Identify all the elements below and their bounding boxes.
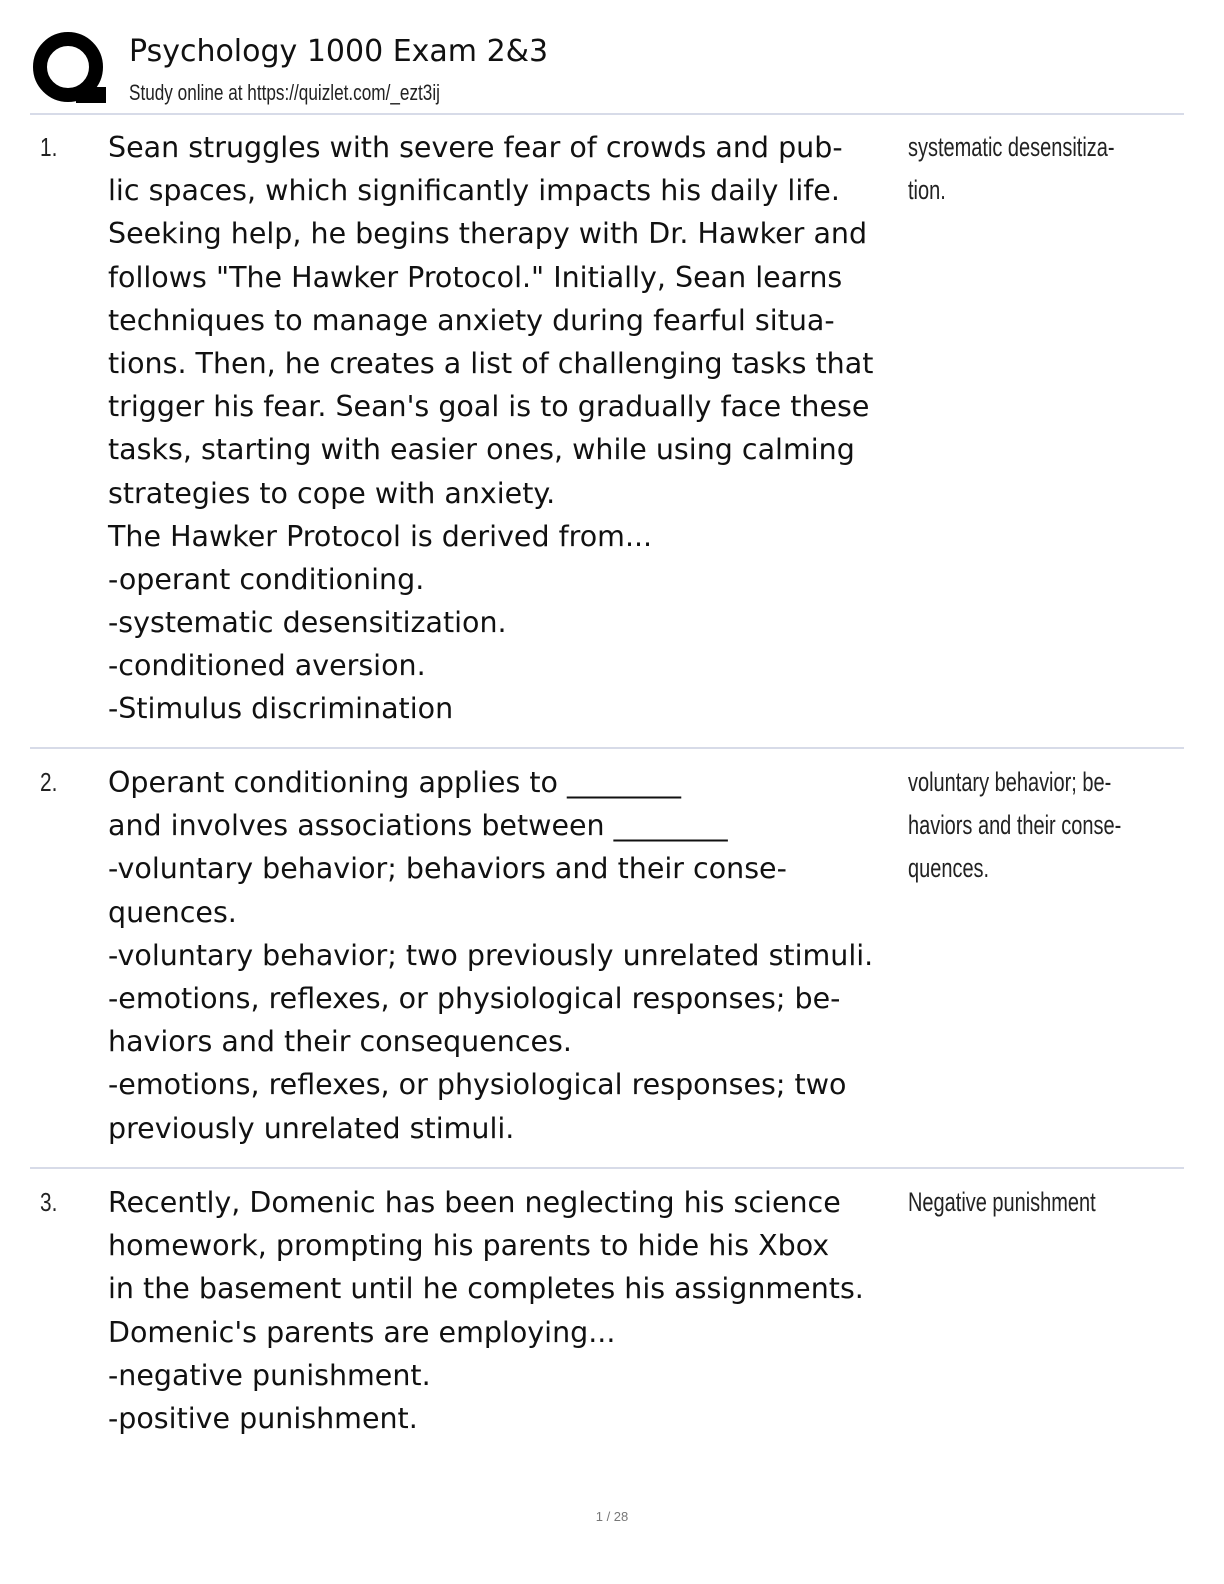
answer-line: systematic desensitiza-: [908, 132, 1115, 162]
answer-line: tion.: [908, 175, 946, 206]
question-line: and involves associations between ________: [108, 809, 728, 843]
question-line: follows "The Hawker Protocol." Initially, Sean learns: [108, 260, 843, 294]
card-number: 3.: [40, 1187, 58, 1217]
question-line: Recently, Domenic has been neglecting his science: [108, 1186, 841, 1219]
question-line: -conditioned aversion.: [108, 649, 426, 683]
question-line: -operant conditioning.: [108, 562, 425, 596]
card-answer: [908, 1181, 1162, 1224]
page-title: Psychology 1000 Exam 2&3: [129, 34, 549, 69]
card-divider: [30, 1167, 1184, 1169]
question-line: -voluntary behavior; behaviors and their conse-: [108, 852, 787, 886]
question-line: Operant conditioning applies to ________: [108, 766, 682, 799]
answer-line: Negative punishment: [908, 1187, 1096, 1217]
question-line: Domenic's parents are employing...: [108, 1315, 616, 1349]
card-question: [108, 1181, 864, 1440]
question-line: -voluntary behavior; two previously unrelated stimuli.: [108, 938, 874, 972]
question-line: Seeking help, he begins therapy with Dr. Hawker and: [108, 217, 868, 251]
question-line: -systematic desensitization.: [108, 606, 507, 640]
question-line: tions. Then, he creates a list of challenging tasks that: [108, 346, 874, 380]
question-line: trigger his fear. Sean's goal is to gradually face these: [108, 390, 870, 424]
question-line: -Stimulus discrimination: [108, 692, 454, 726]
question-line: -emotions, reflexes, or physiological responses; two: [108, 1068, 847, 1102]
question-line: -emotions, reflexes, or physiological responses; be-: [108, 981, 841, 1015]
quizlet-logo-icon: [32, 31, 108, 107]
card-answer: [908, 126, 1187, 212]
study-online-link[interactable]: Study online at https://quizlet.com/_ezt3ij: [129, 80, 440, 105]
question-line: lic spaces, which significantly impacts his daily life.: [108, 174, 840, 208]
question-line: techniques to manage anxiety during fearful situa-: [108, 303, 835, 337]
card-question: [108, 761, 873, 1150]
question-line: homework, prompting his parents to hide his Xbox: [108, 1229, 830, 1263]
answer-line: quences.: [908, 853, 990, 884]
question-line: quences.: [108, 895, 237, 929]
question-line: strategies to cope with anxiety.: [108, 476, 556, 510]
card-answer: [908, 761, 1196, 891]
header-divider: [30, 113, 1184, 115]
answer-line: haviors and their conse-: [908, 810, 1122, 841]
page-number: 1 / 28: [595, 1509, 629, 1524]
question-line: -negative punishment.: [108, 1358, 431, 1392]
card-number: 1.: [40, 132, 58, 162]
card-number: 2.: [40, 767, 58, 797]
question-line: haviors and their consequences.: [108, 1025, 572, 1059]
question-line: tasks, starting with easier ones, while using calming: [108, 433, 855, 467]
answer-line: voluntary behavior; be-: [908, 767, 1112, 797]
question-line: The Hawker Protocol is derived from...: [108, 519, 653, 553]
question-line: -positive punishment.: [108, 1401, 418, 1435]
question-line: Sean struggles with severe fear of crowds and pub-: [108, 131, 843, 164]
card-divider: [30, 747, 1184, 749]
card-question: [108, 126, 873, 731]
question-line: previously unrelated stimuli.: [108, 1111, 515, 1145]
question-line: in the basement until he completes his assignments.: [108, 1272, 864, 1306]
